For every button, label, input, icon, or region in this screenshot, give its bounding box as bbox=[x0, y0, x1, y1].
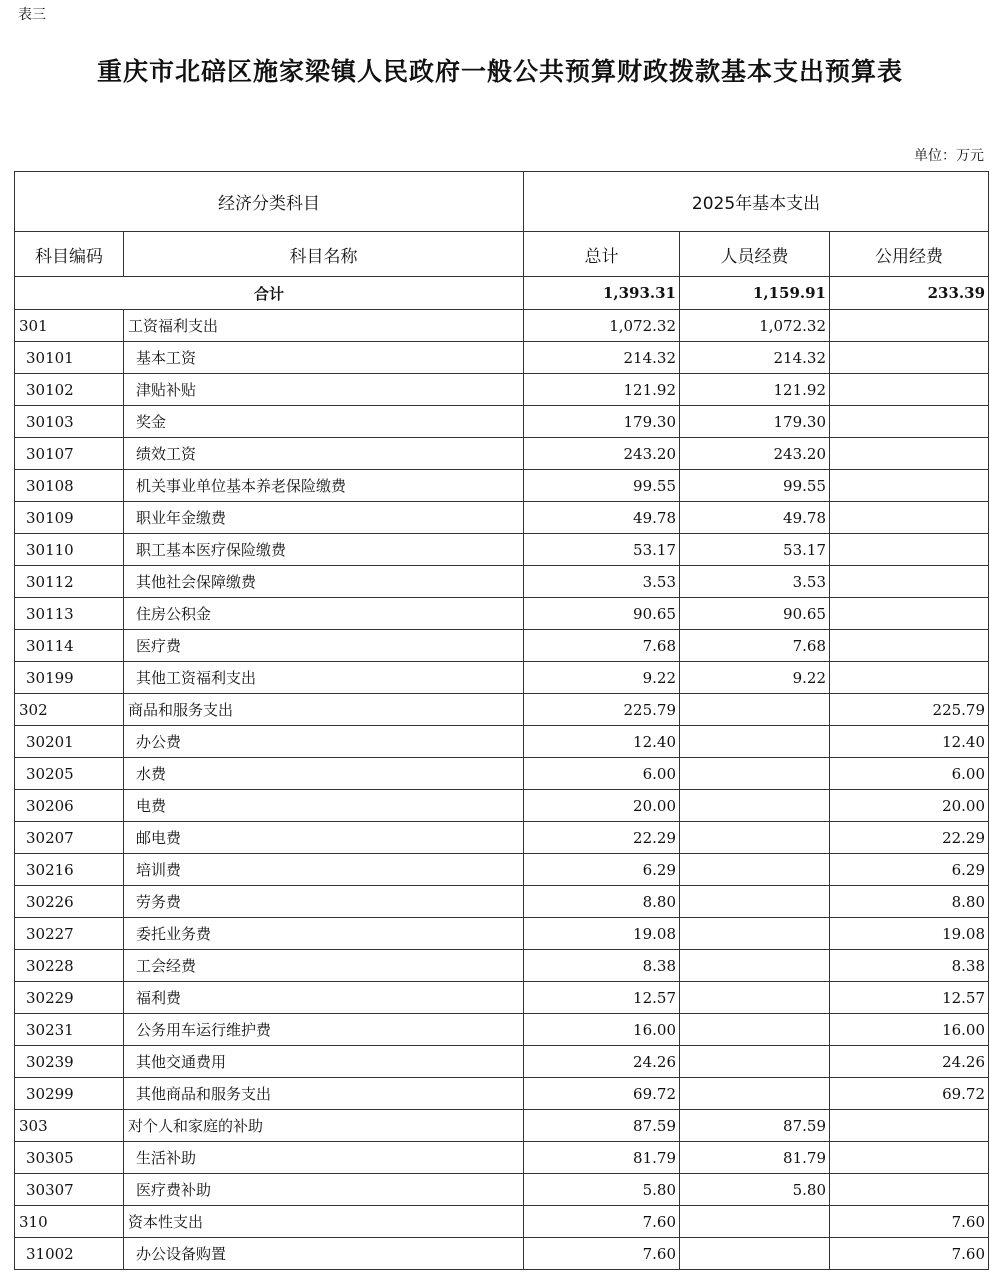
row-code: 30109 bbox=[15, 502, 124, 534]
row-total: 87.59 bbox=[524, 1110, 680, 1142]
row-public bbox=[830, 662, 989, 694]
row-public bbox=[830, 1142, 989, 1174]
row-name: 其他社会保障缴费 bbox=[124, 566, 524, 598]
table-body bbox=[15, 277, 989, 1270]
table-row bbox=[15, 822, 989, 854]
row-public: 12.40 bbox=[830, 726, 989, 758]
row-name: 职业年金缴费 bbox=[124, 502, 524, 534]
row-code: 30113 bbox=[15, 598, 124, 630]
row-personnel bbox=[680, 918, 830, 950]
row-total: 3.53 bbox=[524, 566, 680, 598]
header-personnel: 人员经费 bbox=[680, 232, 830, 277]
row-code: 30205 bbox=[15, 758, 124, 790]
total-personnel: 1,159.91 bbox=[680, 277, 830, 310]
row-total: 19.08 bbox=[524, 918, 680, 950]
row-name: 绩效工资 bbox=[124, 438, 524, 470]
row-total: 81.79 bbox=[524, 1142, 680, 1174]
header-row-1 bbox=[15, 172, 989, 232]
row-personnel bbox=[680, 694, 830, 726]
row-name: 其他商品和服务支出 bbox=[124, 1078, 524, 1110]
row-code: 31002 bbox=[15, 1238, 124, 1270]
row-personnel bbox=[680, 1014, 830, 1046]
total-row bbox=[15, 277, 989, 310]
row-name: 水费 bbox=[124, 758, 524, 790]
row-code: 30101 bbox=[15, 342, 124, 374]
row-name: 生活补助 bbox=[124, 1142, 524, 1174]
row-code: 302 bbox=[15, 694, 124, 726]
row-name: 商品和服务支出 bbox=[124, 694, 524, 726]
row-personnel bbox=[680, 950, 830, 982]
row-personnel: 81.79 bbox=[680, 1142, 830, 1174]
row-code: 30216 bbox=[15, 854, 124, 886]
row-code: 30299 bbox=[15, 1078, 124, 1110]
row-public: 6.29 bbox=[830, 854, 989, 886]
row-code: 30206 bbox=[15, 790, 124, 822]
table-row bbox=[15, 310, 989, 342]
row-personnel: 99.55 bbox=[680, 470, 830, 502]
table-row bbox=[15, 886, 989, 918]
table-row bbox=[15, 566, 989, 598]
page-title: 重庆市北碚区施家梁镇人民政府一般公共预算财政拨款基本支出预算表 bbox=[96, 57, 903, 86]
row-name: 培训费 bbox=[124, 854, 524, 886]
table-row bbox=[15, 470, 989, 502]
row-total: 7.60 bbox=[524, 1206, 680, 1238]
row-public: 69.72 bbox=[830, 1078, 989, 1110]
row-public bbox=[830, 342, 989, 374]
row-name: 对个人和家庭的补助 bbox=[124, 1110, 524, 1142]
row-total: 22.29 bbox=[524, 822, 680, 854]
row-name: 劳务费 bbox=[124, 886, 524, 918]
row-personnel bbox=[680, 886, 830, 918]
row-personnel: 9.22 bbox=[680, 662, 830, 694]
row-personnel bbox=[680, 854, 830, 886]
row-public bbox=[830, 1174, 989, 1206]
table-row bbox=[15, 982, 989, 1014]
row-total: 12.40 bbox=[524, 726, 680, 758]
row-name: 津贴补贴 bbox=[124, 374, 524, 406]
row-public bbox=[830, 1110, 989, 1142]
row-public bbox=[830, 598, 989, 630]
row-name: 工会经费 bbox=[124, 950, 524, 982]
row-public: 8.38 bbox=[830, 950, 989, 982]
row-code: 30307 bbox=[15, 1174, 124, 1206]
row-code: 30201 bbox=[15, 726, 124, 758]
row-code: 30107 bbox=[15, 438, 124, 470]
row-personnel bbox=[680, 982, 830, 1014]
header-code: 科目编码 bbox=[15, 232, 124, 277]
row-name: 其他交通费用 bbox=[124, 1046, 524, 1078]
row-public bbox=[830, 566, 989, 598]
table-row bbox=[15, 1238, 989, 1270]
row-code: 30112 bbox=[15, 566, 124, 598]
row-public: 24.26 bbox=[830, 1046, 989, 1078]
row-total: 7.68 bbox=[524, 630, 680, 662]
row-public bbox=[830, 438, 989, 470]
row-total: 9.22 bbox=[524, 662, 680, 694]
table-row bbox=[15, 790, 989, 822]
row-code: 30239 bbox=[15, 1046, 124, 1078]
row-personnel: 53.17 bbox=[680, 534, 830, 566]
row-total: 7.60 bbox=[524, 1238, 680, 1270]
row-total: 8.38 bbox=[524, 950, 680, 982]
header-name: 科目名称 bbox=[124, 232, 524, 277]
row-total: 225.79 bbox=[524, 694, 680, 726]
table-row bbox=[15, 662, 989, 694]
table-row bbox=[15, 918, 989, 950]
row-total: 20.00 bbox=[524, 790, 680, 822]
row-total: 69.72 bbox=[524, 1078, 680, 1110]
table-row bbox=[15, 598, 989, 630]
row-total: 121.92 bbox=[524, 374, 680, 406]
row-personnel bbox=[680, 1206, 830, 1238]
row-name: 职工基本医疗保险缴费 bbox=[124, 534, 524, 566]
header-year-basic: 2025年基本支出 bbox=[524, 172, 989, 232]
row-public: 12.57 bbox=[830, 982, 989, 1014]
table-row bbox=[15, 1046, 989, 1078]
table-row bbox=[15, 1174, 989, 1206]
row-code: 30110 bbox=[15, 534, 124, 566]
row-public bbox=[830, 374, 989, 406]
row-personnel: 121.92 bbox=[680, 374, 830, 406]
row-name: 委托业务费 bbox=[124, 918, 524, 950]
table-row bbox=[15, 758, 989, 790]
row-total: 214.32 bbox=[524, 342, 680, 374]
row-public: 16.00 bbox=[830, 1014, 989, 1046]
row-name: 机关事业单位基本养老保险缴费 bbox=[124, 470, 524, 502]
table-row bbox=[15, 1142, 989, 1174]
table-row bbox=[15, 726, 989, 758]
row-name: 办公费 bbox=[124, 726, 524, 758]
row-public: 7.60 bbox=[830, 1206, 989, 1238]
row-code: 30229 bbox=[15, 982, 124, 1014]
row-name: 奖金 bbox=[124, 406, 524, 438]
row-name: 电费 bbox=[124, 790, 524, 822]
row-personnel: 214.32 bbox=[680, 342, 830, 374]
row-name: 福利费 bbox=[124, 982, 524, 1014]
row-public: 225.79 bbox=[830, 694, 989, 726]
row-public bbox=[830, 534, 989, 566]
row-total: 179.30 bbox=[524, 406, 680, 438]
row-code: 30305 bbox=[15, 1142, 124, 1174]
table-row bbox=[15, 406, 989, 438]
row-personnel: 87.59 bbox=[680, 1110, 830, 1142]
unit-label: 单位：万元 bbox=[914, 148, 984, 164]
table-row bbox=[15, 694, 989, 726]
row-public: 6.00 bbox=[830, 758, 989, 790]
row-total: 6.00 bbox=[524, 758, 680, 790]
row-public bbox=[830, 406, 989, 438]
row-personnel bbox=[680, 822, 830, 854]
header-total: 总计 bbox=[524, 232, 680, 277]
row-code: 30114 bbox=[15, 630, 124, 662]
row-public bbox=[830, 470, 989, 502]
row-total: 8.80 bbox=[524, 886, 680, 918]
row-name: 其他工资福利支出 bbox=[124, 662, 524, 694]
row-code: 30102 bbox=[15, 374, 124, 406]
row-name: 工资福利支出 bbox=[124, 310, 524, 342]
row-personnel: 49.78 bbox=[680, 502, 830, 534]
row-total: 90.65 bbox=[524, 598, 680, 630]
row-code: 30103 bbox=[15, 406, 124, 438]
row-public bbox=[830, 502, 989, 534]
row-personnel: 90.65 bbox=[680, 598, 830, 630]
row-code: 30207 bbox=[15, 822, 124, 854]
row-public: 20.00 bbox=[830, 790, 989, 822]
table-row bbox=[15, 342, 989, 374]
row-total: 16.00 bbox=[524, 1014, 680, 1046]
row-code: 30227 bbox=[15, 918, 124, 950]
row-personnel: 5.80 bbox=[680, 1174, 830, 1206]
total-total: 1,393.31 bbox=[524, 277, 680, 310]
row-public: 8.80 bbox=[830, 886, 989, 918]
row-code: 30226 bbox=[15, 886, 124, 918]
row-name: 邮电费 bbox=[124, 822, 524, 854]
row-personnel: 7.68 bbox=[680, 630, 830, 662]
row-public: 22.29 bbox=[830, 822, 989, 854]
row-personnel bbox=[680, 1078, 830, 1110]
row-total: 12.57 bbox=[524, 982, 680, 1014]
row-name: 资本性支出 bbox=[124, 1206, 524, 1238]
row-name: 医疗费补助 bbox=[124, 1174, 524, 1206]
table-row bbox=[15, 438, 989, 470]
row-code: 301 bbox=[15, 310, 124, 342]
row-public: 7.60 bbox=[830, 1238, 989, 1270]
header-row-2 bbox=[15, 232, 989, 277]
table-row bbox=[15, 1078, 989, 1110]
row-total: 6.29 bbox=[524, 854, 680, 886]
row-name: 住房公积金 bbox=[124, 598, 524, 630]
row-code: 310 bbox=[15, 1206, 124, 1238]
row-personnel bbox=[680, 1238, 830, 1270]
table-row bbox=[15, 630, 989, 662]
row-personnel: 179.30 bbox=[680, 406, 830, 438]
row-personnel bbox=[680, 790, 830, 822]
row-total: 49.78 bbox=[524, 502, 680, 534]
table-row bbox=[15, 854, 989, 886]
row-public bbox=[830, 630, 989, 662]
row-code: 30108 bbox=[15, 470, 124, 502]
row-name: 基本工资 bbox=[124, 342, 524, 374]
row-personnel bbox=[680, 726, 830, 758]
row-total: 5.80 bbox=[524, 1174, 680, 1206]
row-personnel: 1,072.32 bbox=[680, 310, 830, 342]
table-row bbox=[15, 1014, 989, 1046]
row-name: 办公设备购置 bbox=[124, 1238, 524, 1270]
budget-table bbox=[14, 171, 989, 1270]
row-personnel: 243.20 bbox=[680, 438, 830, 470]
row-name: 公务用车运行维护费 bbox=[124, 1014, 524, 1046]
row-name: 医疗费 bbox=[124, 630, 524, 662]
row-code: 303 bbox=[15, 1110, 124, 1142]
table-label: 表三 bbox=[18, 7, 46, 23]
row-personnel bbox=[680, 1046, 830, 1078]
table-row bbox=[15, 502, 989, 534]
header-econ-class: 经济分类科目 bbox=[15, 172, 524, 232]
row-code: 30228 bbox=[15, 950, 124, 982]
row-total: 53.17 bbox=[524, 534, 680, 566]
row-public: 19.08 bbox=[830, 918, 989, 950]
table-row bbox=[15, 950, 989, 982]
row-code: 30199 bbox=[15, 662, 124, 694]
table-row bbox=[15, 374, 989, 406]
row-code: 30231 bbox=[15, 1014, 124, 1046]
row-total: 1,072.32 bbox=[524, 310, 680, 342]
row-total: 24.26 bbox=[524, 1046, 680, 1078]
total-public: 233.39 bbox=[830, 277, 989, 310]
row-personnel: 3.53 bbox=[680, 566, 830, 598]
header-public: 公用经费 bbox=[830, 232, 989, 277]
total-label: 合计 bbox=[15, 277, 524, 310]
table-row bbox=[15, 534, 989, 566]
row-total: 99.55 bbox=[524, 470, 680, 502]
table-row bbox=[15, 1206, 989, 1238]
table-row bbox=[15, 1110, 989, 1142]
row-personnel bbox=[680, 758, 830, 790]
row-public bbox=[830, 310, 989, 342]
row-total: 243.20 bbox=[524, 438, 680, 470]
